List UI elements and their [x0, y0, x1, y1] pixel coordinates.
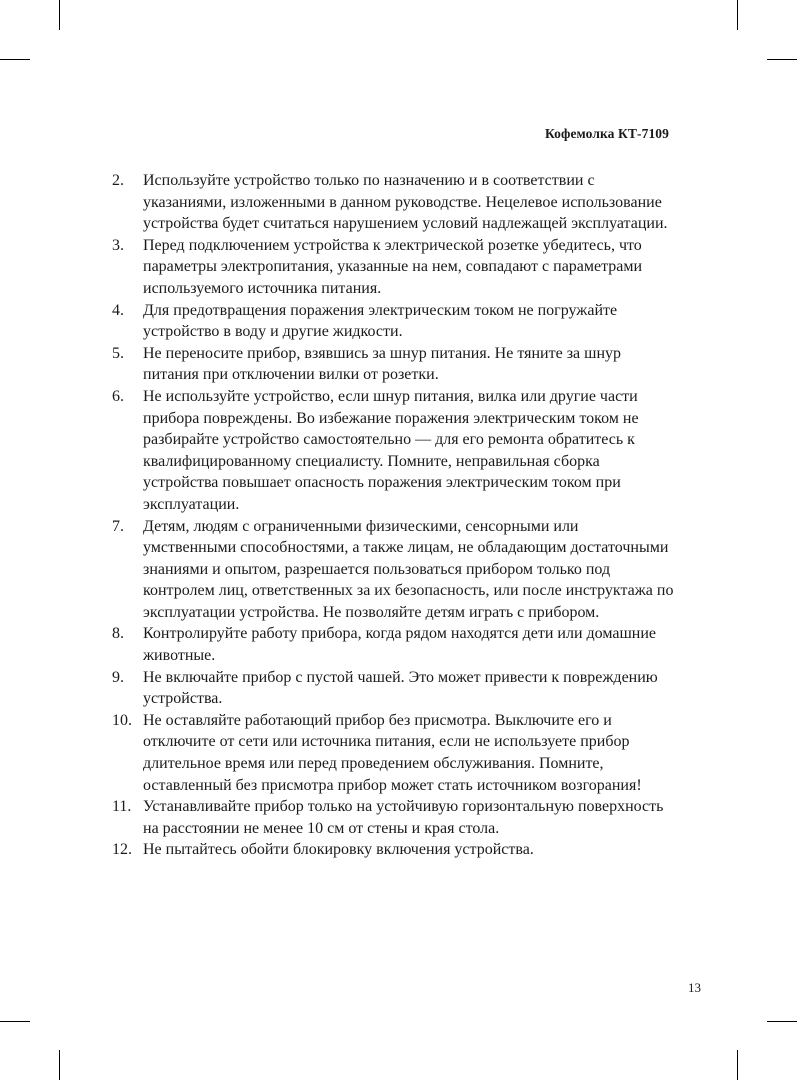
instruction-list: [112, 170, 674, 861]
crop-mark-top-right-h: [767, 59, 797, 60]
list-item-text: Детям, людям с ограниченными физическими, сенсорными или умственными способностями, а также лицам, не обладающим достаточными знаниями и опытом, разрешается пользоваться прибором только под контролем лиц, ответственных за их безопасность, или после инструктажа по эксплуатации устройства. Не позволяйте детям играть с прибором.: [143, 517, 674, 621]
list-item: [112, 839, 674, 861]
list-item: [112, 386, 674, 516]
list-item-text: Не включайте прибор с пустой чашей. Это может привести к повреждению устройства.: [143, 668, 658, 708]
list-item-number: 9.: [112, 668, 124, 686]
list-item-text: Для предотвращения поражения электрическим током не погружайте устройство в воду и другие жидкости.: [143, 301, 618, 341]
list-item-number: 7.: [112, 517, 124, 535]
list-item-text: Перед подключением устройства к электрической розетке убедитесь, что параметры электропитания, указанные на нем, совпадают с параметрами используемого источника питания.: [143, 236, 643, 297]
list-item-number: 3.: [112, 236, 124, 254]
running-header: Кофемолка КТ-7109: [544, 126, 669, 141]
list-item-text: Контролируйте работу прибора, когда рядом находятся дети или домашние животные.: [143, 625, 657, 665]
crop-mark-top-left-v: [59, 0, 60, 30]
crop-mark-bottom-right-h: [767, 1021, 797, 1022]
list-item-number: 4.: [112, 301, 124, 319]
list-item-text: Используйте устройство только по назначению и в соответствии с указаниями, изложенными в данном руководстве. Нецелевое использование устройства будет считаться нарушением условий надлежащей эксплуатации.: [143, 172, 668, 233]
list-item: [112, 170, 674, 235]
crop-mark-top-left-h: [0, 59, 30, 60]
list-item: [112, 667, 674, 710]
list-item-number: 2.: [112, 172, 124, 189]
crop-mark-top-right-v: [737, 0, 738, 30]
list-item: [112, 516, 674, 624]
list-item-text: Не используйте устройство, если шнур питания, вилка или другие части прибора повреждены. Во избежание поражения электрическим током не разбирайте устройство самостоятельно — для его ремонта обратитесь к квалифицированному специалисту. Помните, неправильная сборка устройства повышает опасность поражения электрическим током при эксплуатации.: [143, 387, 639, 513]
list-item-number: 11.: [112, 798, 132, 816]
crop-mark-bottom-left-v: [59, 1050, 60, 1080]
list-item: [112, 623, 674, 666]
crop-mark-bottom-left-h: [0, 1021, 30, 1022]
list-item: [112, 710, 674, 796]
list-item-number: 6.: [112, 387, 124, 405]
list-item-text: Не переносите прибор, взявшись за шнур питания. Не тяните за шнур питания при отключении вилки от розетки.: [143, 344, 621, 384]
list-item: [112, 300, 674, 343]
list-item-number: 10.: [112, 711, 132, 729]
list-item: [112, 796, 674, 839]
list-item-text: Не оставляйте работающий прибор без присмотра. Выключите его и отключите от сети или источника питания, если не используете прибор длительное время или перед проведением обслуживания. Помните, оставленный без присмотра прибор может стать источником возгорания!: [143, 711, 642, 794]
list-item: [112, 235, 674, 300]
list-item-number: 8.: [112, 625, 124, 643]
crop-mark-bottom-right-v: [737, 1050, 738, 1080]
list-item-text: Устанавливайте прибор только на устойчивую горизонтальную поверхность на расстоянии не менее 10 см от стены и края стола.: [143, 798, 664, 837]
list-item-text: Не пытайтесь обойти блокировку включения устройства.: [143, 841, 534, 859]
list-item-number: 5.: [112, 344, 124, 362]
page-number: 13: [688, 980, 701, 995]
list-item-number: 12.: [112, 841, 132, 859]
list-item: [112, 343, 674, 386]
